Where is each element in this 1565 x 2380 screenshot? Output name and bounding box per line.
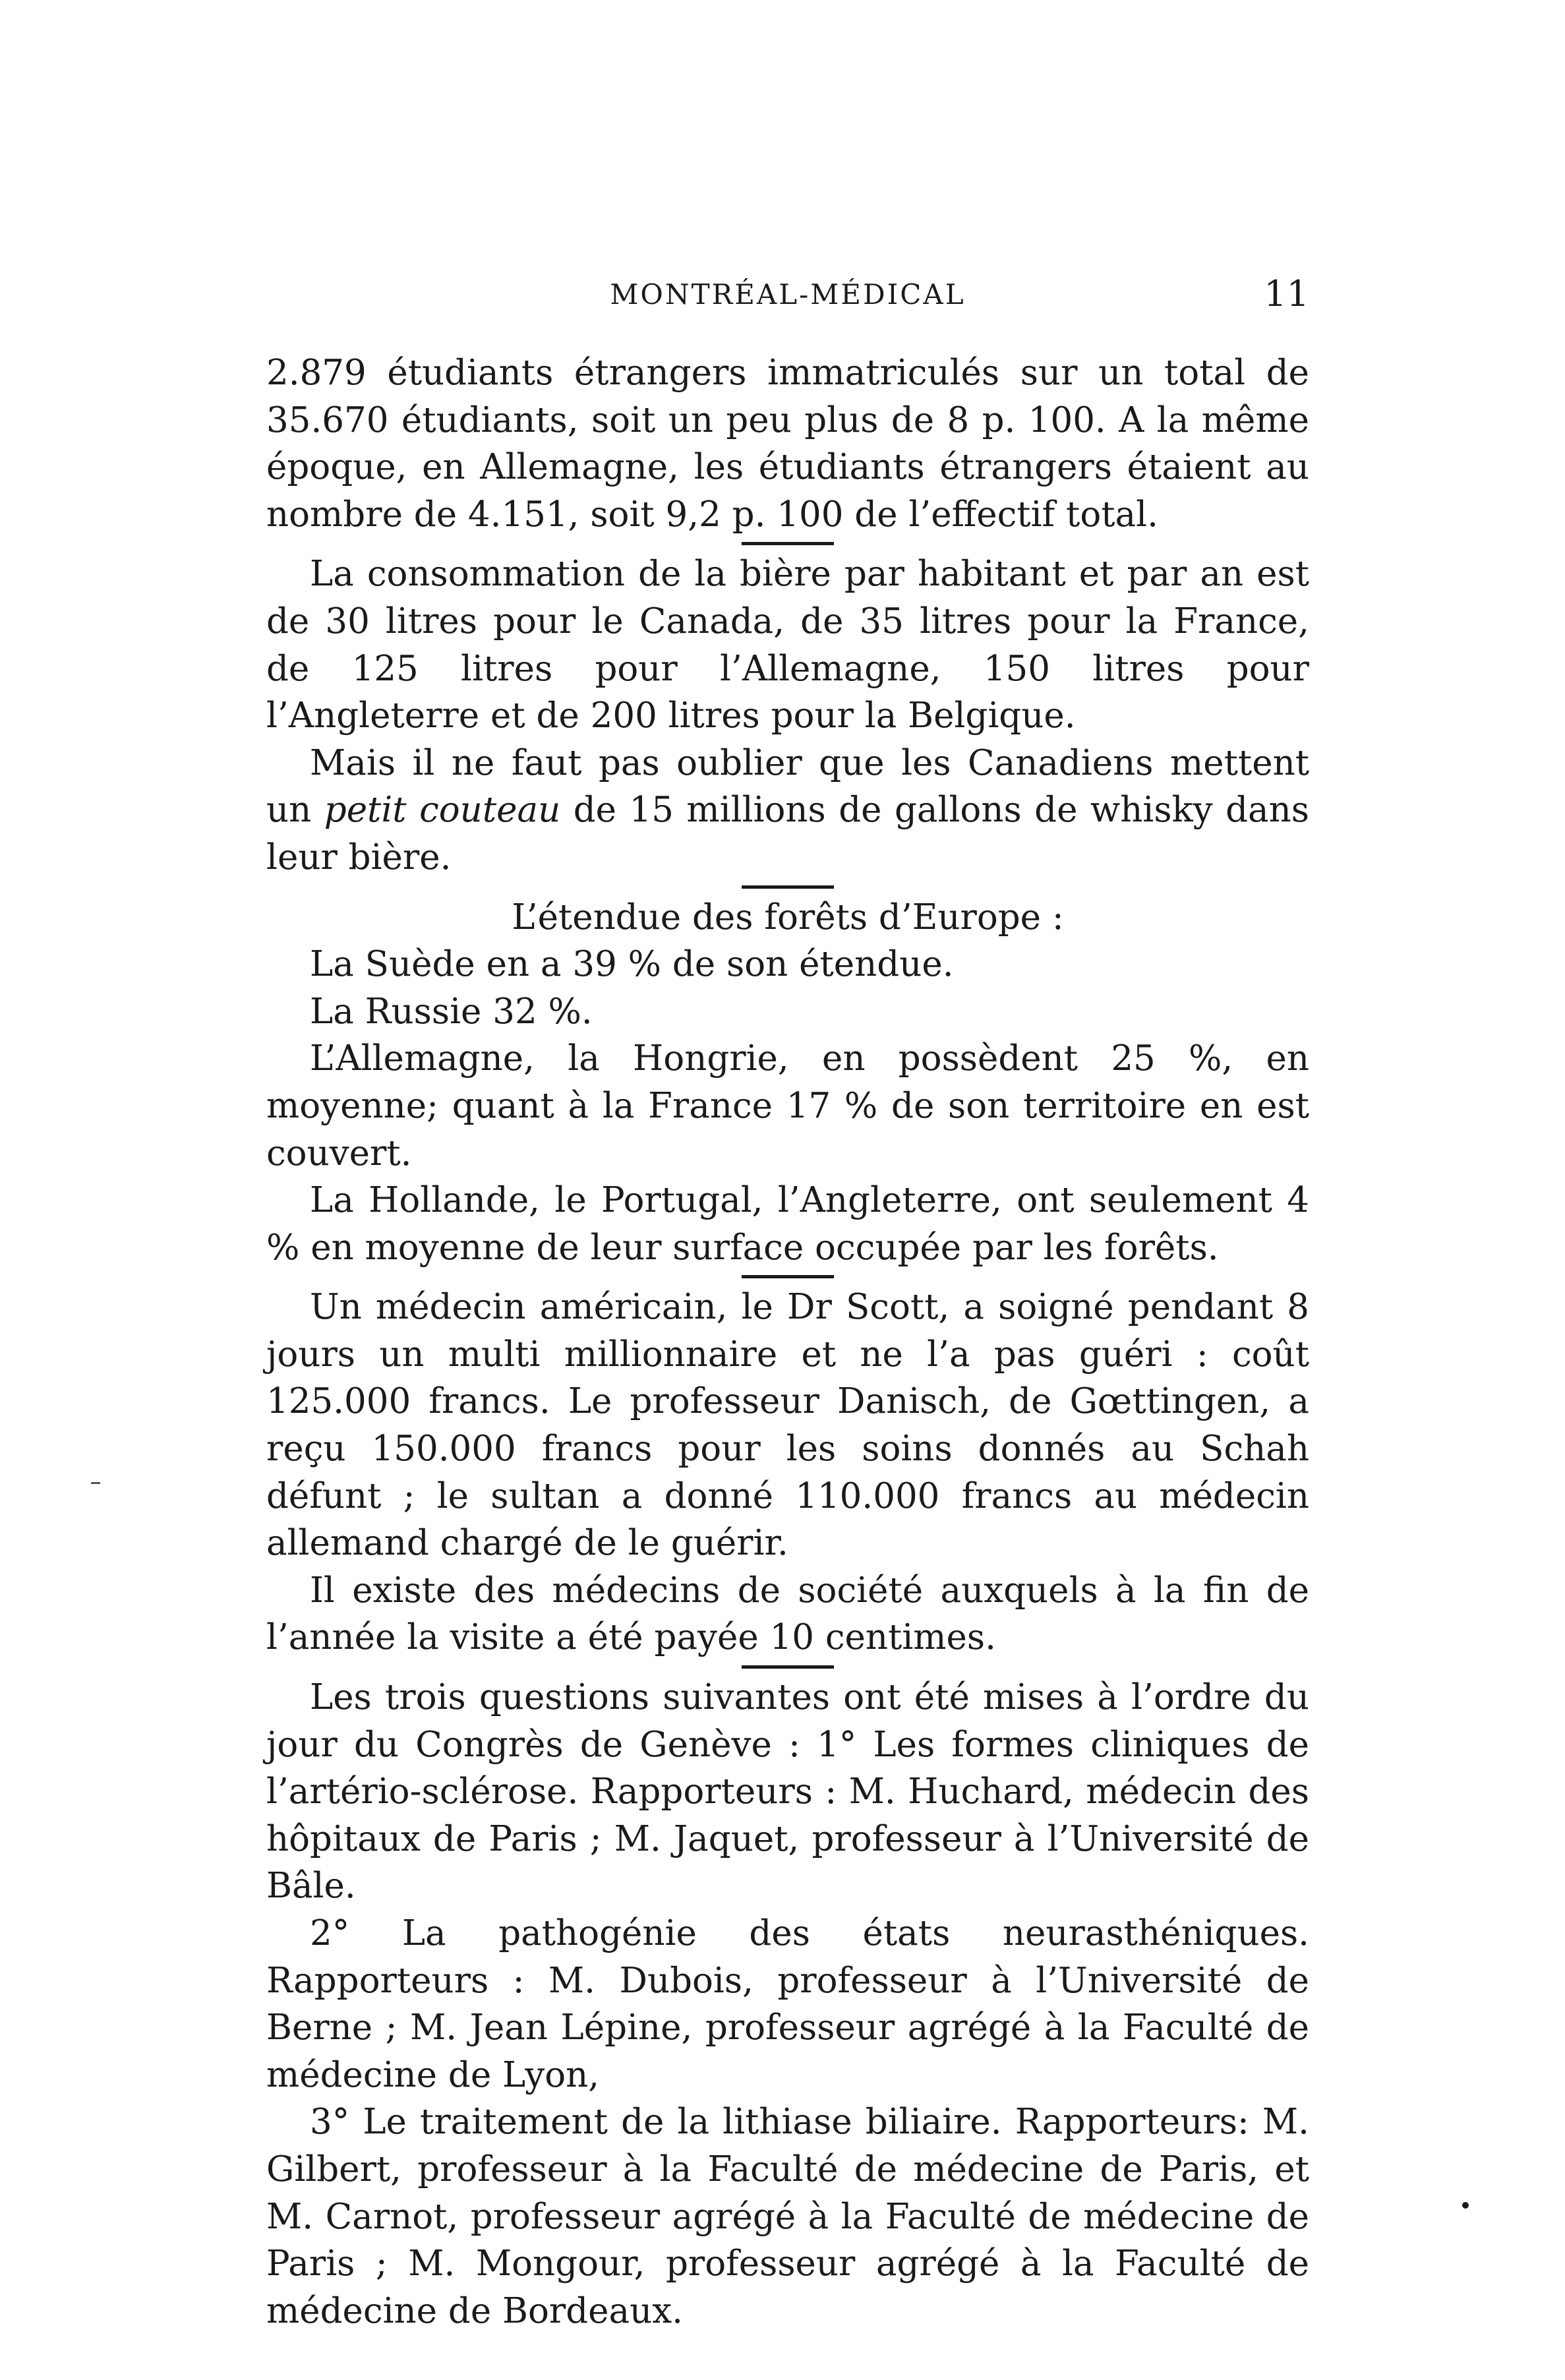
paragraph-forest-sweden: La Suède en a 39 % de son étendue. (310, 944, 954, 985)
body-text (266, 349, 1309, 2335)
paragraph-forest-germany: L’Allemagne, la Hongrie, en possèdent 25 %, en moyenne; quant à la France 17 % de son territoire en est couvert. (266, 1038, 1309, 1174)
paragraph-forest-russia: La Russie 32 %. (310, 991, 593, 1032)
section-divider (742, 1275, 834, 1278)
paragraph-foreign-students: 2.879 étudiants étrangers immatriculés sur un total de 35.670 étudiants, soit un peu plus de 8 p. 100. A la même époque, en Allemagne, les étudiants étrangers étaient au nombre de 4.151, soit 9,2 p. 100 de l’effectif total. (266, 353, 1309, 535)
paragraph-whisky (266, 740, 1309, 881)
stray-ink-dot (1462, 2202, 1469, 2209)
paragraph-congress-question-1: Les trois questions suivantes ont été mises à l’ordre du jour du Congrès de Genève : 1° Les formes cliniques de l’artério-sclérose. Rapporteurs : M. Huchard, médecin des hôpitaux de Paris ; M. Jaquet, professeur à l’Université de Bâle. (266, 1677, 1309, 1907)
forests-heading: L’étendue des forêts d’Europe : (512, 897, 1064, 937)
paragraph-forest-holland: La Hollande, le Portugal, l’Angleterre, ont seulement 4 % en moyenne de leur surface occupée par les forêts. (266, 1180, 1309, 1268)
running-head: MONTRÉAL-MÉDICAL (610, 278, 966, 311)
margin-mark (91, 1482, 100, 1484)
page-number: 11 (1264, 273, 1309, 314)
paragraph-society-doctors: Il existe des médecins de société auxquels à la fin de l’année la visite a été payée 10 centimes. (266, 1570, 1309, 1658)
paragraph-doctor-fees: Un médecin américain, le Dr Scott, a soigné pendant 8 jours un multi millionnaire et ne l’a pas guéri : coût 125.000 francs. Le professeur Danisch, de Gœttingen, a reçu 150.000 francs pour les soins donnés au Schah défunt ; le sultan a donné 110.000 francs au médecin allemand chargé de le guérir. (266, 1287, 1309, 1564)
paragraph-whisky-italic: petit couteau (324, 790, 561, 831)
paragraph-whisky-end: de 15 millions de gallons de whisky dans leur bière. (266, 790, 1309, 878)
paragraph-congress-question-2: 2° La pathogénie des états neurasthéniques. Rapporteurs : M. Dubois, professeur à l’Université de Berne ; M. Jean Lépine, professeur agrégé à la Faculté de médecine de Lyon, (266, 1913, 1309, 2095)
section-divider (742, 885, 834, 889)
paragraph-beer-consumption: La consommation de la bière par habitant et par an est de 30 litres pour le Canada, de 35 litres pour la France, de 125 litres pour l’Allemagne, 150 litres pour l’Angleterre et de 200 litres pour la Belgique. (266, 554, 1309, 736)
section-divider (742, 542, 834, 545)
section-divider (742, 1665, 834, 1669)
paragraph-congress-question-3: 3° Le traitement de la lithiase biliaire. Rapporteurs: M. Gilbert, professeur à la Faculté de médecine de Paris, et M. Carnot, professeur agrégé à la Faculté de médecine de Paris ; M. Mongour, professeur agrégé à la Faculté de médecine de Bordeaux. (266, 2102, 1309, 2331)
page-header (266, 270, 1309, 323)
paragraph-whisky-start: Mais il ne faut pas oublier que les Canadiens mettent un (266, 742, 1309, 831)
